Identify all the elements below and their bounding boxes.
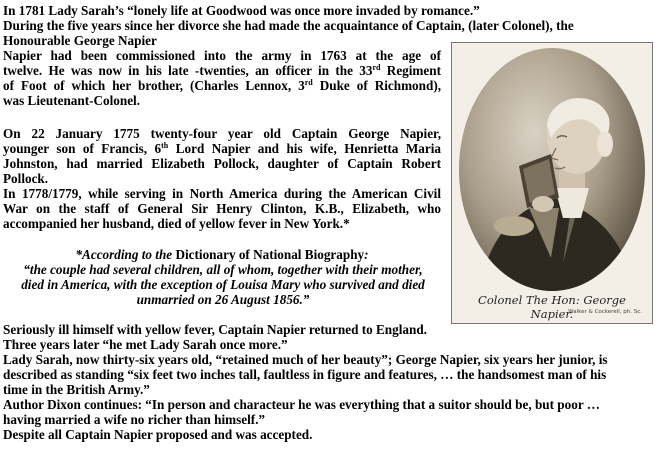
quote-line: died in America, with the exception of Louisa Mary who survived and died [21, 277, 425, 292]
text-line: Three years later “he met Lady Sarah once more.” [3, 337, 288, 352]
portrait-figure-image [459, 48, 645, 291]
text-line: War on the staff of General Sir Henry Clinton, K.B., Elizabeth, who [3, 201, 441, 216]
engraver-credit: Walker & Cockerell, ph. Sc. [568, 309, 642, 315]
intro-line: In 1781 Lady Sarah’s “lonely life at Goodwood was once more invaded by romance.” [3, 3, 480, 18]
text-line: During the five years since her divorce she had made the acquaintance of Captain, (later Colonel), the [3, 18, 574, 33]
text-line: was Lieutenant-Colonel. [3, 93, 141, 108]
text-line: time in the British Army.” [3, 382, 150, 397]
text-line: Pollock. [3, 171, 49, 186]
text-line: accompanied her husband, died of yellow fever in New York.* [3, 216, 350, 231]
portrait-caption: Colonel The Hon: George Napier. [478, 293, 626, 321]
text-line: of Foot of which her brother, (Charles Lennox, 3rd Duke of Richmond), [3, 78, 442, 93]
text-line: Honourable George Napier [3, 33, 157, 48]
text-line: Napier had been commissioned into the army in 1763 at the age of [3, 48, 441, 63]
text-line: described as standing “six feet two inches tall, faultless in figure and features, … the handsomest man of his [3, 367, 607, 382]
text-line: In 1778/1779, while serving in North America during the American Civil [3, 186, 441, 201]
text-line: On 22 January 1775 twenty-four year old Captain George Napier, [3, 126, 441, 141]
text-line: Lady Sarah, now thirty-six years old, “retained much of her beauty”; George Napier, six years her junior, is [3, 352, 608, 367]
text-line: Johnston, had married Elizabeth Pollock, daughter of Captain Robert [3, 156, 441, 171]
portrait-oval [459, 48, 645, 291]
text-line: having married a wife no richer than himself.” [3, 412, 266, 427]
text-line: Despite all Captain Napier proposed and was accepted. [3, 427, 313, 442]
quote-line: unmarried on 26 August 1856.” [136, 292, 310, 307]
text-line: twelve. He was now in his late -twenties, an officer in the 33rd Regiment [3, 63, 441, 78]
portrait-engraving [451, 42, 653, 324]
quote-heading: *According to the Dictionary of National Biography: [75, 247, 369, 262]
text-line: Author Dixon continues: “In person and characteur he was everything that a suitor should be, but poor … [3, 397, 600, 412]
quote-line: “the couple had several children, all of whom, together with their mother, [23, 262, 423, 277]
text-line: Seriously ill himself with yellow fever, Captain Napier returned to England. [3, 322, 427, 337]
text-line: younger son of Francis, 6th Lord Napier and his wife, Henrietta Maria [3, 141, 441, 156]
